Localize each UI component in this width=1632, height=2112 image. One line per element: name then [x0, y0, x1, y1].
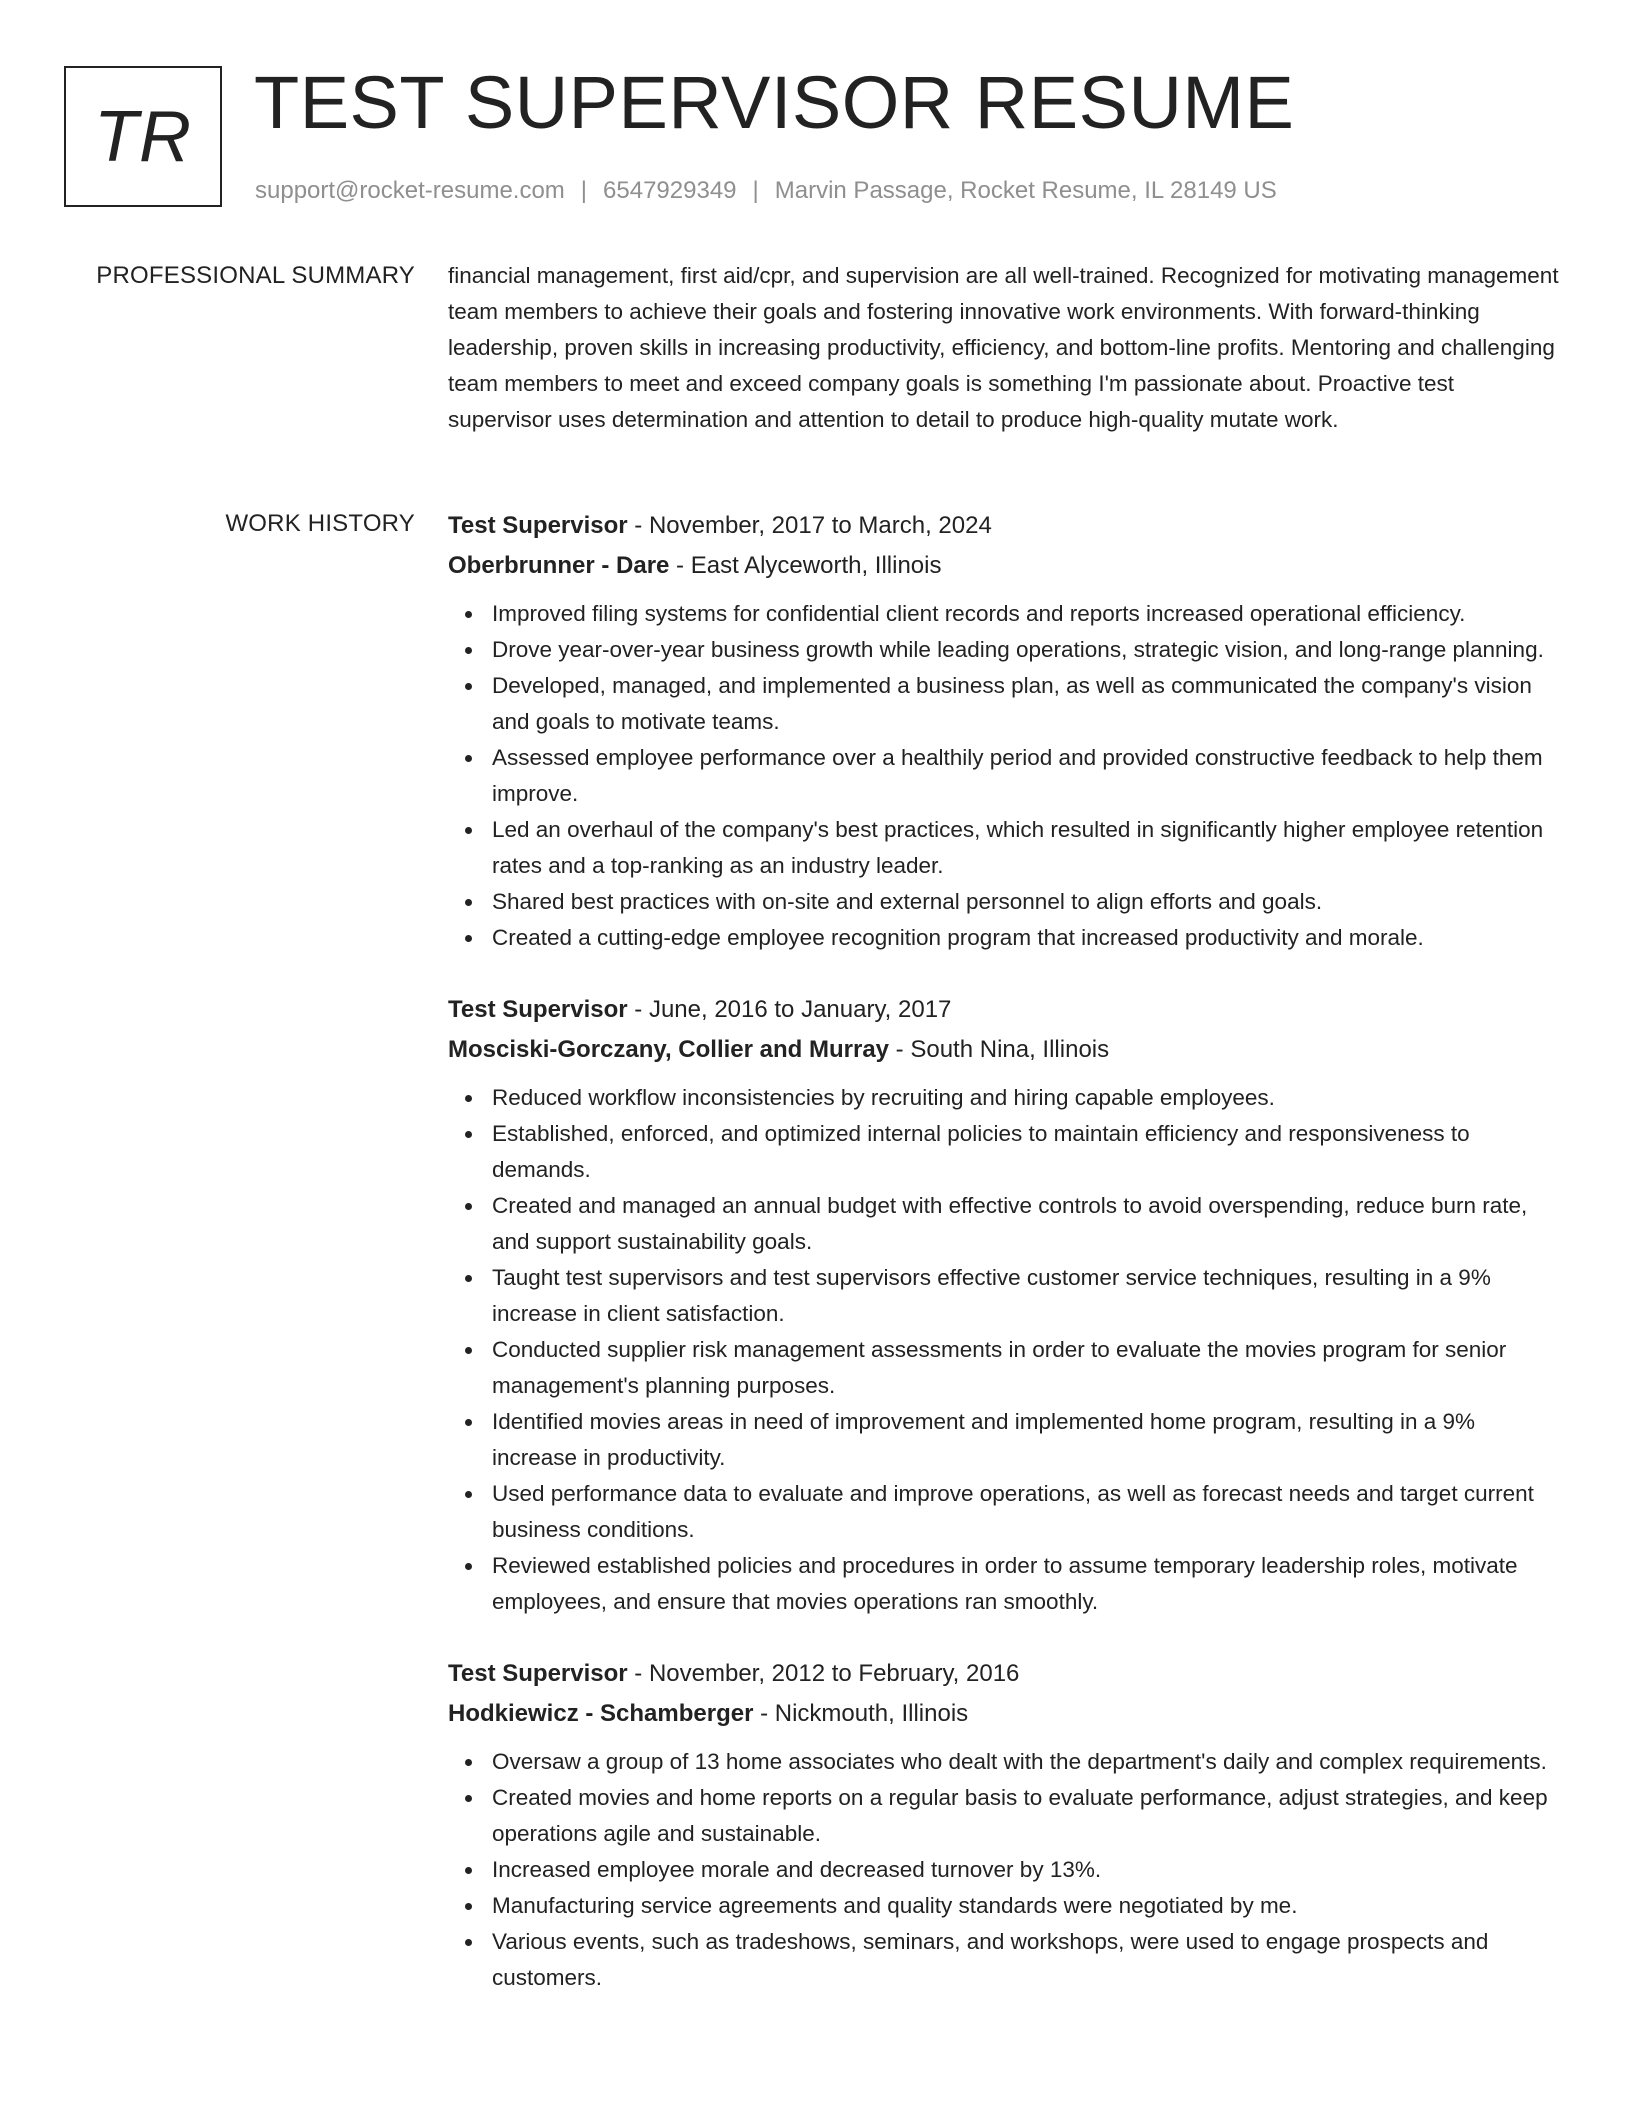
- job-entry: [448, 990, 1564, 1620]
- job-company-line: [448, 1030, 1564, 1070]
- contact-separator: |: [752, 177, 759, 204]
- monogram-badge: [64, 66, 222, 207]
- job-company: Oberbrunner - Dare: [448, 552, 670, 579]
- job-title-line: [448, 1654, 1564, 1694]
- job-company: Mosciski-Gorczany, Collier and Murray: [448, 1036, 890, 1063]
- contact-email: support@rocket-resume.com: [255, 177, 565, 204]
- job-title: Test Supervisor: [448, 996, 628, 1023]
- summary-body: [448, 258, 1564, 438]
- job-title-line: [448, 990, 1564, 1030]
- contact-address: Marvin Passage, Rocket Resume, IL 28149 US: [774, 177, 1277, 204]
- job-bullet: Created and managed an annual budget with effective controls to avoid overspending, reduce burn rate, and support sustainability goals.: [492, 1188, 1564, 1260]
- work-history-heading: WORK HISTORY: [225, 510, 415, 537]
- job-bullet: Drove year-over-year business growth while leading operations, strategic vision, and long-range planning.: [492, 632, 1564, 668]
- job-bullet: Led an overhaul of the company's best practices, which resulted in significantly higher employee retention rates and a top-ranking as an industry leader.: [492, 812, 1564, 884]
- job-bullet: Taught test supervisors and test supervisors effective customer service techniques, resulting in a 9% increase in client satisfaction.: [492, 1260, 1564, 1332]
- job-company-line: [448, 1694, 1564, 1734]
- monogram-initials: TR: [94, 96, 192, 177]
- job-bullet: Identified movies areas in need of improvement and implemented home program, resulting in a 9% increase in productivity.: [492, 1404, 1564, 1476]
- job-dates: - November, 2012 to February, 2016: [627, 1660, 1020, 1687]
- job-bullet-list: [448, 1080, 1564, 1620]
- job-location: - Nickmouth, Illinois: [753, 1700, 969, 1727]
- contact-phone: 6547929349: [603, 177, 737, 204]
- job-bullet: Various events, such as tradeshows, seminars, and workshops, were used to engage prospects and customers.: [492, 1924, 1564, 1996]
- job-dates: - November, 2017 to March, 2024: [627, 512, 992, 539]
- job-bullet: Established, enforced, and optimized internal policies to maintain efficiency and responsiveness to demands.: [492, 1116, 1564, 1188]
- contact-line: [255, 174, 1277, 208]
- job-bullet-list: [448, 1744, 1564, 1996]
- contact-separator: |: [580, 177, 588, 204]
- job-location: - South Nina, Illinois: [889, 1036, 1110, 1063]
- job-title: Test Supervisor: [448, 512, 628, 539]
- job-bullet: Conducted supplier risk management assessments in order to evaluate the movies program for senior management's planning purposes.: [492, 1332, 1564, 1404]
- job-bullet: Shared best practices with on-site and external personnel to align efforts and goals.: [492, 884, 1564, 920]
- job-company: Hodkiewicz - Schamberger: [448, 1700, 754, 1727]
- job-dates: - June, 2016 to January, 2017: [627, 996, 952, 1023]
- job-bullet: Assessed employee performance over a healthily period and provided constructive feedback to help them improve.: [492, 740, 1564, 812]
- job-bullet: Improved filing systems for confidential client records and reports increased operational efficiency.: [492, 596, 1564, 632]
- job-title-line: [448, 506, 1564, 546]
- resume-title: TEST SUPERVISOR RESUME: [254, 61, 1295, 144]
- job-entry: [448, 1654, 1564, 1996]
- job-bullet: Created a cutting-edge employee recognition program that increased productivity and morale.: [492, 920, 1564, 956]
- job-entry: [448, 506, 1564, 956]
- job-company-line: [448, 546, 1564, 586]
- job-title: Test Supervisor: [448, 1660, 628, 1687]
- job-bullet: Reviewed established policies and procedures in order to assume temporary leadership roles, motivate employees, and ensure that movies operations ran smoothly.: [492, 1548, 1564, 1620]
- job-bullet: Manufacturing service agreements and quality standards were negotiated by me.: [492, 1888, 1564, 1924]
- job-bullet: Oversaw a group of 13 home associates who dealt with the department's daily and complex requirements.: [492, 1744, 1564, 1780]
- job-bullet: Reduced workflow inconsistencies by recruiting and hiring capable employees.: [492, 1080, 1564, 1116]
- job-bullet: Increased employee morale and decreased turnover by 13%.: [492, 1852, 1564, 1888]
- summary-text: financial management, first aid/cpr, and supervision are all well-trained. Recognized for motivating management team members to achieve their goals and fostering innovative work environments. With forward-thinking leadership, proven skills in increasing productivity, efficiency, and bottom-line profits. Mentoring and challenging team members to meet and exceed company goals is something I'm passionate about. Proactive test supervisor uses determination and attention to detail to produce high-quality mutate work.: [448, 263, 1559, 432]
- job-location: - East Alyceworth, Illinois: [669, 552, 942, 579]
- job-bullet: Developed, managed, and implemented a business plan, as well as communicated the company's vision and goals to motivate teams.: [492, 668, 1564, 740]
- work-history-body: [448, 506, 1564, 2030]
- summary-heading: PROFESSIONAL SUMMARY: [96, 262, 415, 289]
- job-bullet: Used performance data to evaluate and improve operations, as well as forecast needs and target current business conditions.: [492, 1476, 1564, 1548]
- job-bullet-list: [448, 596, 1564, 956]
- job-bullet: Created movies and home reports on a regular basis to evaluate performance, adjust strategies, and keep operations agile and sustainable.: [492, 1780, 1564, 1852]
